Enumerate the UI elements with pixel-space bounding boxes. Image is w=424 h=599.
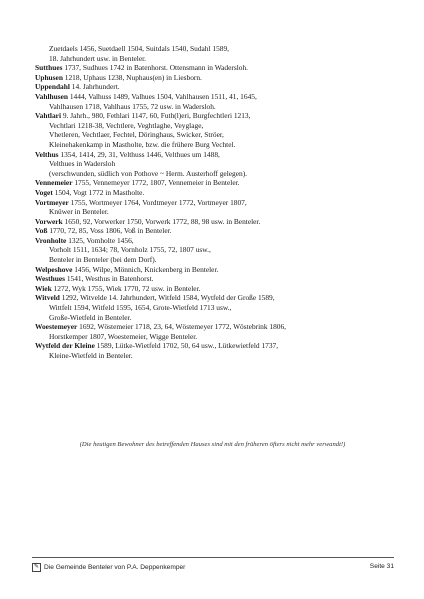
entry-line: Vhetleren, Vechtlaer, Fechtel, Döringhaus, Swicker, Ströer, (49, 130, 224, 140)
entry-text: 14. Jahrhundert. (69, 82, 120, 92)
entry-text: 1755, Wortmeyer 1764, Vordtmeyer 1772, Vortmeyer 1807, (68, 197, 247, 207)
entry-line (35, 322, 395, 332)
entry-line: Große-Wietfeld in Benteler. (49, 312, 132, 322)
entry-line (35, 63, 395, 73)
entry-text: 1325, Vomholte 1456, (66, 235, 134, 245)
entry-line: Vorholt 1511, 1634; 78, Vornholz 1755, 72, 1807 usw., (49, 245, 211, 255)
entry-name: Sutthues (35, 63, 63, 73)
entry-text: 1770, 72, 85, Voss 1806, Voß in Benteler. (47, 226, 172, 236)
entry-line (35, 274, 395, 284)
entry-line (35, 178, 395, 188)
footnote: (Die heutigen Bewohner des betreffenden Hauses sind mit den früheren öfters nicht mehr verwandt!) (79, 441, 346, 448)
entry-line (35, 82, 395, 92)
entry-line: Vechtlari 1218-38, Vechtlere, Veghtlaghe, Veyglage, (49, 120, 204, 130)
entry-line (35, 293, 395, 303)
entry-line: Zuetdaels 1456, Suetdaell 1504, Suitdals 1540, Sudahl 1589, (49, 44, 230, 53)
entry-text: 1272, Wyk 1755, Wiek 1770, 72 usw. in Benteler. (51, 283, 201, 293)
entry-name: Vennemeier (35, 178, 73, 188)
entry-line (35, 341, 395, 351)
entry-name: Uppendahl (35, 82, 70, 92)
entry-text: 1650, 92, Vorwerker 1750, Vorwerk 1772, 88, 98 usw. in Benteler. (62, 216, 261, 226)
entry-line: Wittfelt 1594, Witfeld 1595, 1654, Grote-Wietfeld 1713 usw., (49, 303, 232, 313)
entry-line: Velthues in Wadersloh (49, 159, 116, 169)
entry-line: (verschwunden, südlich von Pothove ~ Herm. Austerhoff gelegen). (49, 168, 248, 178)
entry-text: 1737, Sudhues 1742 in Batenhorst. Ottensmann in Wadersloh. (62, 63, 248, 73)
entry-name: Woestemeyer (35, 322, 78, 332)
entry-name: Wiek (35, 283, 52, 293)
entry-name: Vahlhusen (35, 91, 69, 101)
entry-line: Kleine-Wietfeld in Benteler. (49, 351, 133, 360)
entry-line: Benteler in Benteler (bei dem Dorf). (49, 255, 157, 265)
entry-text: 1354, 1414, 29, 31, Velthuss 1446, Velthues um 1488, (58, 149, 220, 159)
entry-line (35, 236, 395, 246)
entry-name: Welpeshove (35, 264, 73, 274)
entry-line (35, 198, 395, 208)
entry-name: Uphusen (35, 72, 63, 82)
entry-line (35, 226, 395, 236)
entry-text: 1218, Uphaus 1238, Nuphaus(en) in Liesborn. (62, 72, 202, 82)
entry-text: 1755, Vennemeyer 1772, 1807, Vennemeier in Benteler. (72, 178, 240, 188)
entry-name: Vorwerk (35, 216, 63, 226)
entry-line (35, 111, 395, 121)
entry-line (35, 217, 395, 227)
entry-line (35, 73, 395, 83)
entry-text: 9. Jahrh., 980, Fethlari 1147, 60, Futh(l)eri, Burgfechtleri 1213, (61, 111, 251, 121)
entry-text: 1541, Westhus in Batenhorst. (64, 274, 154, 284)
entry-text: 1589, Lütke-Wietfeld 1702, 50, 64 usw., Lütkewietfeld 1737, (94, 341, 279, 351)
document-icon: ✎ (33, 564, 40, 570)
entry-line: 18. Jahrhundert usw. in Benteler. (49, 53, 147, 63)
entry-name: Vortmeyer (35, 197, 69, 207)
entry-text: 1504, Vogt 1772 in Mastholte. (52, 187, 145, 197)
entry-line: Knüwer in Benteler. (49, 207, 109, 217)
entry-line (35, 188, 395, 198)
entry-line: Kleinehakenkamp in Mastholte, bzw. die frühere Burg Vechtel. (49, 139, 236, 149)
footer-title: Die Gemeinde Benteler von P.A. Deppenkemper (44, 564, 186, 571)
entry-name: Voget (35, 187, 53, 197)
page-footer (32, 557, 394, 571)
entry-name: Witveld (35, 293, 60, 303)
entry-name: Voß (35, 226, 48, 236)
entry-text: 1456, Wilpe, Mönnich, Knickenberg in Benteler. (72, 264, 219, 274)
entry-text: 1292, Witvelde 14. Jahrhundert, Witfeld 1584, Wytfeld der Große 1589, (59, 293, 275, 303)
entry-line (35, 284, 395, 294)
entry-list (35, 44, 395, 361)
entry-name: Wytfeld der Kleine (35, 341, 95, 351)
entry-text: 1444, Valhuss 1489, Valhues 1504, Vahlhausen 1511, 41, 1645, (68, 91, 257, 101)
entry-name: Vronholte (35, 235, 67, 245)
entry-line (35, 92, 395, 102)
footer-left (32, 563, 185, 572)
page-number: Seite 31 (369, 563, 394, 570)
entry-line (35, 150, 395, 160)
entry-name: Velthus (35, 149, 59, 159)
entry-text: 1692, Wöstemeier 1718, 23, 64, Wöstemeyer 1772, Wöstebrink 1806, (77, 322, 287, 332)
entry-name: Vahtlari (35, 111, 62, 121)
entry-name: Westhues (35, 274, 65, 284)
entry-line (35, 265, 395, 275)
entry-line: Horstkemper 1807, Woestemeier, Wigge Benteler. (49, 331, 198, 341)
entry-line: Vahlhausen 1718, Vahlhaus 1755, 72 usw. in Wadersloh. (49, 101, 216, 111)
